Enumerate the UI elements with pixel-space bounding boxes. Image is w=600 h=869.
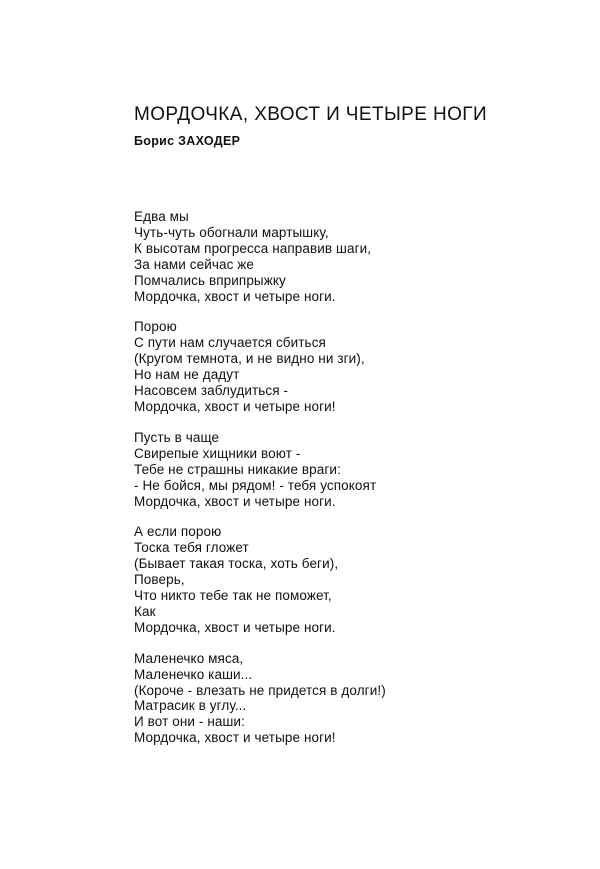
poem-line: (Бывает такая тоска, хоть беги), [134,556,339,572]
poem-line: - Не бойся, мы рядом! - тебя успокоят [134,477,377,493]
poem-line: Свирепые хищники воют - [134,445,301,461]
poem-line: Матрасик в углу... [134,698,247,714]
poem-author: Борис ЗАХОДЕР [134,134,241,148]
poem-line: Насовсем заблудиться - [134,383,289,399]
poem-line: Мордочка, хвост и четыре ноги. [134,619,336,635]
poem-line: Поверь, [134,572,185,588]
poem-line: А если порою [134,524,222,540]
poem-line: Маленечко каши... [134,666,253,682]
stanza-2 [134,319,574,414]
poem-line: И вот они - наши: [134,714,245,730]
poem-line: Помчались вприпрыжку [134,272,286,288]
poem-line: Чуть-чуть обогнали мартышку, [134,224,329,240]
poem-line: Тоска тебя гложет [134,540,249,556]
poem-line: Как [134,603,156,619]
poem-line: Едва мы [134,209,189,224]
poem-line: С пути нам случается сбиться [134,335,326,351]
stanza-3 [134,430,574,510]
poem-body [134,209,574,761]
poem-line: Маленечко мяса, [134,650,244,666]
poem-line: Мордочка, хвост и четыре ноги. [134,288,336,304]
poem-line: Мордочка, хвост и четыре ноги! [134,398,336,414]
poem-line: К высотам прогресса направив шаги, [134,240,372,256]
poem-line: Пусть в чаще [134,429,220,445]
poem-line: Но нам не дадут [134,367,240,383]
poem-line: Тебе не страшны никакие враги: [134,461,341,477]
poem-line: За нами сейчас же [134,256,255,272]
stanza-1 [134,209,574,304]
poem-line: Порою [134,319,177,335]
poem-line: (Короче - влезать не придется в долги!) [134,682,386,698]
poem-line: Мордочка, хвост и четыре ноги. [134,493,336,509]
poem-line: Что никто тебе так не поможет, [134,588,332,604]
poem-title: МОРДОЧКА, ХВОСТ И ЧЕТЫРЕ НОГИ [134,104,488,125]
poem-line: Мордочка, хвост и четыре ноги! [134,730,336,746]
poem-line: (Кругом темнота, и не видно ни зги), [134,351,365,367]
stanza-5 [134,651,574,746]
stanza-4 [134,524,574,635]
